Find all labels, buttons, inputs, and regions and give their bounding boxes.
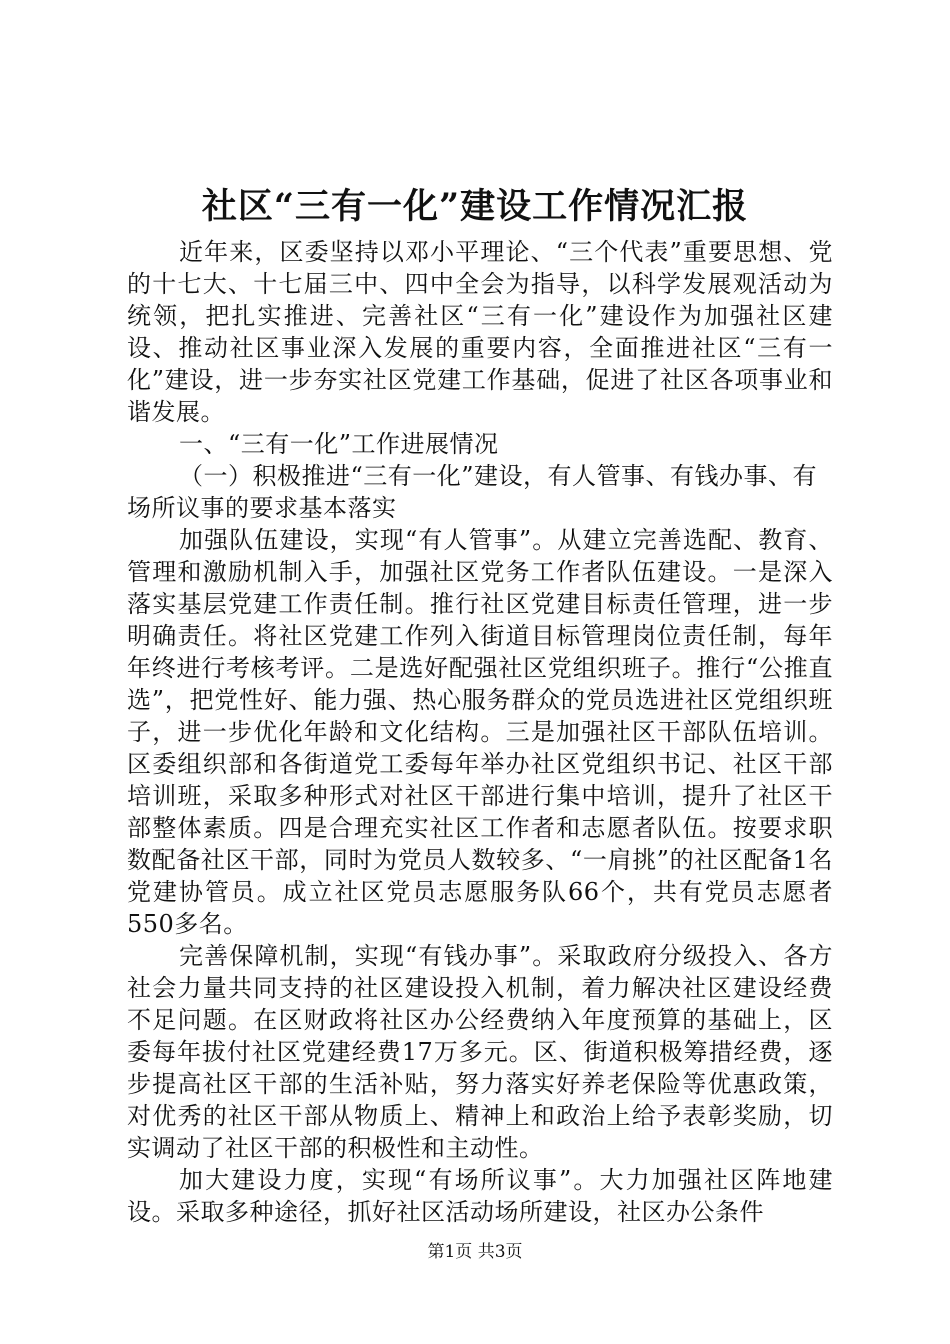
venue-paragraph: 加大建设力度，实现“有场所议事”。大力加强社区阵地建设。采取多种途径，抓好社区活动场所建设，社区办公条件 (127, 1166, 833, 1226)
document-title: 社区“三有一化”建设工作情况汇报 (201, 186, 749, 227)
document-body (127, 236, 833, 1228)
section-heading: 一、“三有一化”工作进展情况 (179, 430, 499, 458)
subsection-heading: （一）积极推进“三有一化”建设，有人管事、有钱办事、有场所议事的要求基本落实 (127, 462, 818, 522)
page-number-footer: 第1页 共3页 (427, 1242, 523, 1262)
funds-paragraph: 完善保障机制，实现“有钱办事”。采取政府分级投入、各方社会力量共同支持的社区建设投入机制，着力解决社区建设经费不足问题。在区财政将社区办公经费纳入年度预算的基础上，区委每年拔付社区党建经费17万多元。区、街道积极筹措经费，逐步提高社区干部的生活补贴，努力落实好养老保险等优惠政策，对优秀的社区干部从物质上、精神上和政治上给予表彰奖励，切实调动了社区干部的积极性和主动性。 (127, 942, 833, 1162)
staff-paragraph: 加强队伍建设，实现“有人管事”。从建立完善选配、教育、管理和激励机制入手，加强社区党务工作者队伍建设。一是深入落实基层党建工作责任制。推行社区党建目标责任管理，进一步明确责任。将社区党建工作列入街道目标管理岗位责任制，每年年终进行考核考评。二是选好配强社区党组织班子。推行“公推直选”，把党性好、能力强、热心服务群众的党员选进社区党组织班子，进一步优化年龄和文化结构。三是加强社区干部队伍培训。区委组织部和各街道党工委每年举办社区党组织书记、社区干部培训班，采取多种形式对社区干部进行集中培训，提升了社区干部整体素质。四是合理充实社区工作者和志愿者队伍。按要求职数配备社区干部，同时为党员人数较多、“一肩挑”的社区配备1名党建协管员。成立社区党员志愿服务队66个，共有党员志愿者550多名。 (127, 526, 833, 938)
intro-paragraph: 近年来，区委坚持以邓小平理论、“三个代表”重要思想、党的十七大、十七届三中、四中全会为指导，以科学发展观活动为统领，把扎实推进、完善社区“三有一化”建设作为加强社区建设、推动社区事业深入发展的重要内容，全面推进社区“三有一化”建设，进一步夯实社区党建工作基础，促进了社区各项事业和谐发展。 (127, 238, 833, 426)
